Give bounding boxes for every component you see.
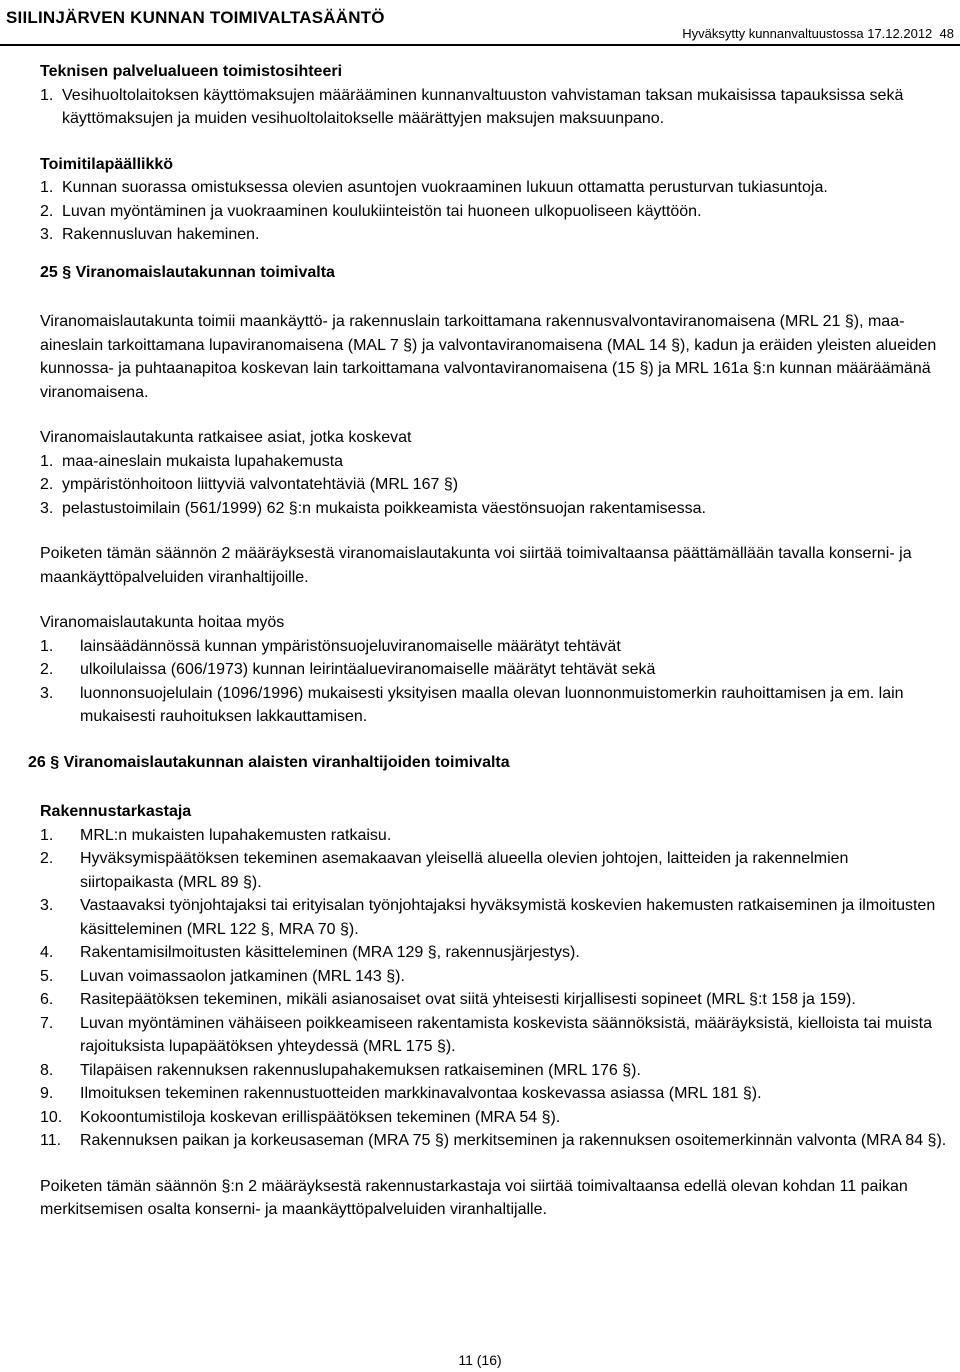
page-footer	[0, 1352, 960, 1368]
list-number: 3.	[40, 226, 54, 243]
list-number: 1.	[40, 826, 54, 844]
document-body	[28, 60, 958, 1222]
list-text: pelastustoimilain (561/1999) 62 §:n mukaista poikkeamista väestönsuojan rakentamisessa.	[62, 499, 706, 517]
list-number: 2.	[40, 850, 54, 867]
list-text: Luvan voimassaolon jatkaminen (MRL 143 §).	[80, 967, 405, 985]
list-number: 1.	[40, 452, 54, 470]
list-number: 1.	[40, 179, 54, 196]
list-text: Rasitepäätöksen tekeminen, mikäli asianosaiset ovat siitä yhteisesti kirjallisesti sopineet (MRL §:t 158 ja 159).	[80, 991, 856, 1008]
list-text: MRL:n mukaisten lupahakemusten ratkaisu.	[80, 826, 392, 844]
list-item	[40, 1106, 958, 1130]
list-text: Rakennuksen paikan ja korkeusaseman (MRA 75 §) merkitseminen ja rakennuksen osoitemerkinnän valvonta (MRA 84 §).	[80, 1132, 947, 1149]
list-item	[40, 1129, 958, 1153]
list-item	[40, 682, 938, 729]
list-item	[40, 84, 948, 131]
section-25-heading: 25 § Viranomaislautakunnan toimivalta	[40, 263, 335, 281]
list-item	[40, 1059, 958, 1083]
list-number: 2.	[40, 476, 54, 493]
list-item	[40, 658, 958, 682]
list-item	[40, 1012, 958, 1059]
heading-rakennustarkastaja: Rakennustarkastaja	[40, 803, 192, 820]
list-item	[40, 473, 958, 497]
list-item	[40, 847, 928, 894]
list-text: Kokoontumistiloja koskevan erillispäätöksen tekeminen (MRA 54 §).	[80, 1108, 561, 1126]
list-number: 7.	[40, 1014, 54, 1032]
list-number: 6.	[40, 991, 54, 1008]
list-text: Vesihuoltolaitoksen käyttömaksujen määrääminen kunnanvaltuuston vahvistaman taksan mukaisissa tapauksissa sekä käyttömaksujen ja muiden vesihuoltolaitokselle määrättyjen maksujen maksuunpano.	[62, 86, 904, 127]
list-item	[40, 894, 942, 941]
document-title: SIILINJÄRVEN KUNNAN TOIMIVALTASÄÄNTÖ	[6, 8, 385, 27]
list-item	[40, 1082, 958, 1106]
closing-paragraph: Poiketen tämän säännön §:n 2 määräyksestä rakennustarkastaja voi siirtää toimivaltaansa edellä olevan kohdan 11 paikan merkitsemisen osalta konserni- ja maankäyttöpalveluiden viranhaltijalle.	[40, 1177, 908, 1218]
list-text: maa-aineslain mukaista lupahakemusta	[62, 452, 344, 470]
heading-toimistosihteeri: Teknisen palvelualueen toimistosihteeri	[40, 63, 343, 80]
list-number: 1.	[40, 637, 54, 655]
list-item	[40, 635, 958, 659]
page-header	[0, 0, 960, 40]
list-number: 9.	[40, 1085, 54, 1102]
list-number: 11.	[40, 1132, 62, 1149]
list-text: Luvan myöntäminen vähäiseen poikkeamiseen rakentamista koskevista säännöksistä, määräyksistä, kielloista tai muista rajoituksista lupapäätöksen yhteydessä (MRL 175 §).	[80, 1014, 932, 1055]
list-text: Tilapäisen rakennuksen rakennuslupahakemuksen ratkaiseminen (MRL 176 §).	[80, 1061, 641, 1079]
list-item	[40, 497, 958, 521]
list-item	[40, 450, 958, 474]
delegation-paragraph: Poiketen tämän säännön 2 määräyksestä viranomaislautakunta voi siirtää toimivaltaansa päättämällään tavalla konserni- ja maankäyttöpalveluiden viranhaltijoille.	[40, 545, 912, 586]
header-page-number: 48	[939, 26, 954, 41]
heading-toimitilapaallikko: Toimitilapäällikkö	[40, 155, 174, 173]
list-number: 5.	[40, 967, 54, 985]
header-divider	[0, 44, 960, 46]
list-item	[40, 824, 958, 848]
approval-date: Hyväksytty kunnanvaltuustossa 17.12.2012	[682, 26, 933, 41]
section-25-paragraph: Viranomaislautakunta toimii maankäyttö- ja rakennuslain tarkoittamana rakennusvalvontaviranomaisena (MRL 21 §), maa-aineslain tarkoittamana lupaviranomaisena (MAL 7 §) ja valvontaviranomaisena (MAL 14 §), kadun ja eräiden yleisten alueiden kunnossa- ja puhtaanapitoa koskevan lain tarkoittamana valvontaviranomaisena (15 §) ja MRL 161a §:n kunnan määräämänä viranomaisena.	[40, 313, 937, 401]
list-text: ulkoilulaissa (606/1973) kunnan leirintäalueviranomaiselle määrätyt tehtävät sekä	[80, 661, 656, 678]
list-item	[40, 223, 958, 247]
list-item	[40, 941, 958, 965]
list-text: Rakennusluvan hakeminen.	[62, 226, 260, 243]
list-number: 3.	[40, 897, 54, 914]
list-number: 1.	[40, 86, 54, 104]
list-text: Hyväksymispäätöksen tekeminen asemakaavan yleisellä alueella olevien johtojen, laitteiden ja rakennelmien siirtopaikasta (MRL 89 §).	[80, 850, 849, 891]
list-text: ympäristönhoitoon liittyviä valvontatehtäviä (MRL 167 §)	[62, 476, 459, 493]
list-item	[40, 200, 958, 224]
list-text: Ilmoituksen tekeminen rakennustuotteiden markkinavalvontaa koskevassa asiassa (MRL 181 §).	[80, 1085, 762, 1102]
list-number: 2.	[40, 202, 54, 220]
list-number: 2.	[40, 661, 54, 678]
page-counter: 11 (16)	[458, 1352, 502, 1368]
list-number: 4.	[40, 944, 54, 961]
list-text: Luvan myöntäminen ja vuokraaminen koulukiinteistön tai huoneen ulkopuoliseen käyttöön.	[62, 202, 702, 220]
list-number: 3.	[40, 499, 54, 517]
list-item	[40, 965, 958, 989]
list-text: Vastaavaksi työnjohtajaksi tai erityisalan työnjohtajaksi hyväksymistä koskevien hakemusten ratkaiseminen ja ilmoitusten käsitteleminen (MRL 122 §, MRA 70 §).	[80, 897, 936, 938]
list-text: Rakentamisilmoitusten käsitteleminen (MRA 129 §, rakennusjärjestys).	[80, 944, 580, 961]
list-item	[40, 176, 938, 200]
list-number: 8.	[40, 1061, 54, 1079]
list-intro: Viranomaislautakunta ratkaisee asiat, jotka koskevat	[40, 429, 412, 446]
list-number: 3.	[40, 684, 54, 702]
header-approval-info	[682, 26, 954, 41]
list-text: Kunnan suorassa omistuksessa olevien asuntojen vuokraaminen lukuun ottamatta perusturvan tukiasuntoja.	[62, 179, 828, 196]
section-26-heading: 26 § Viranomaislautakunnan alaisten viranhaltijoiden toimivalta	[28, 753, 510, 771]
list-text: lainsäädännössä kunnan ympäristönsuojeluviranomaiselle määrätyt tehtävät	[80, 637, 621, 655]
list-number: 10.	[40, 1108, 63, 1126]
list-item	[40, 988, 958, 1012]
list-text: luonnonsuojelulain (1096/1996) mukaisesti yksityisen maalla olevan luonnonmuistomerkin rauhoittamisen ja em. lain mukaisesti rauhoituksen lakkauttamisen.	[80, 684, 904, 725]
list-intro: Viranomaislautakunta hoitaa myös	[40, 614, 285, 631]
